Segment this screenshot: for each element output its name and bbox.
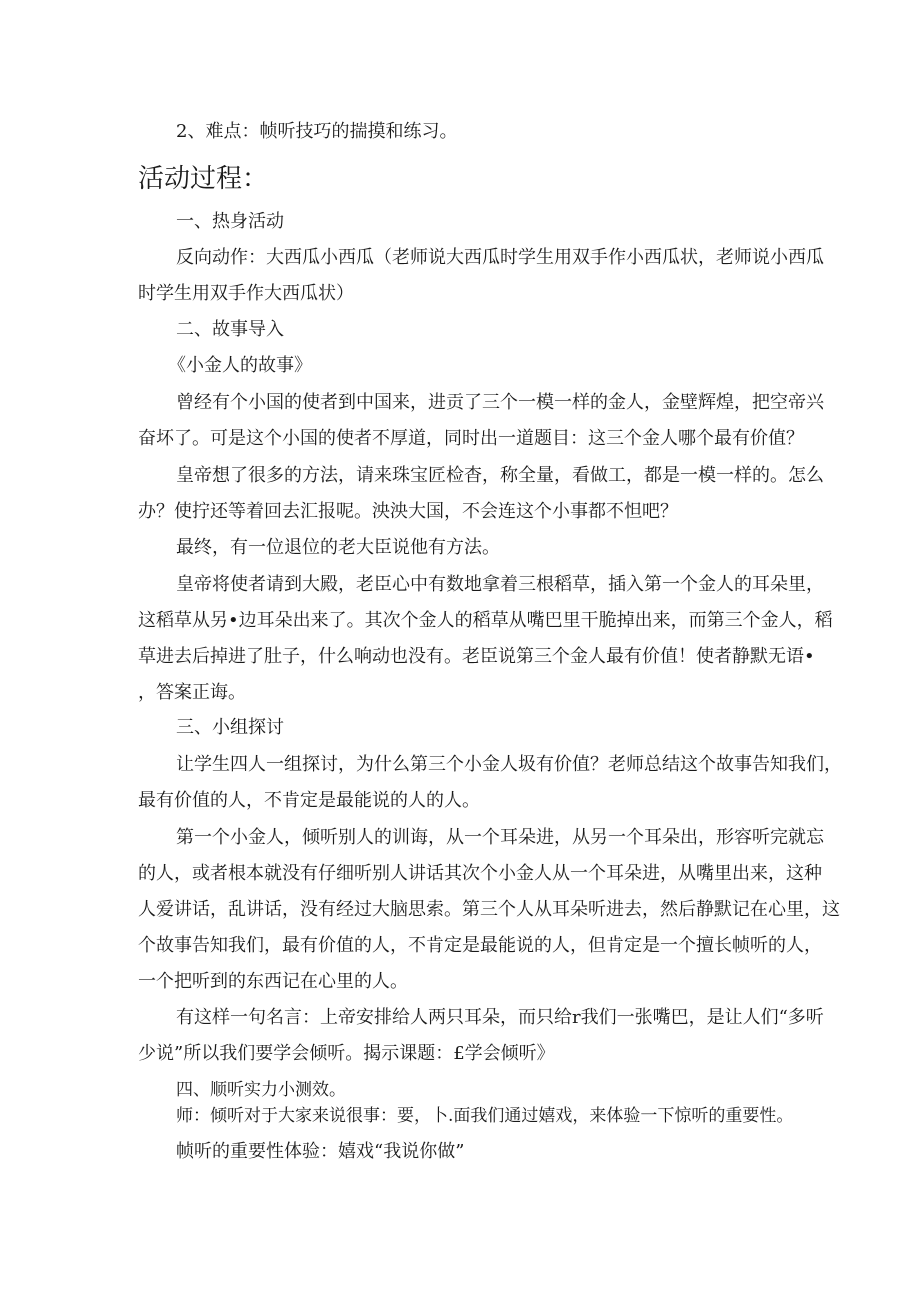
difficulty-line: 2、难点：帧听技巧的揣摸和练习。 xyxy=(176,121,458,142)
paragraph-line: 有这样一句名言：上帝安排给人两只耳朵，而只给r我们一张嘴巴，是让人们“多听 xyxy=(176,1007,824,1028)
paragraph-line: 人爱讲话，乱讲话，没有经过大脑思索。第三个人从耳朵听进去，然后静默记在心里，这 xyxy=(138,899,840,920)
part2-title: 二、故事导入 xyxy=(176,319,284,340)
paragraph-line: 第一个小金人，倾听别人的训诲，从一个耳朵进，从另一个耳朵出，形容听完就忘 xyxy=(176,827,824,848)
paragraph-line: 皇帝将使者请到大殿，老臣心中有数地拿着三根稻草，插入第一个金人的耳朵里， xyxy=(176,574,824,595)
part3-title: 三、小组探讨 xyxy=(176,717,284,738)
story-title: 《小金人的故事》 xyxy=(168,355,312,376)
paragraph-line: 皇帝想了很多的方法，请来珠宝匠检杳，称全量，看做工，都是一模一样的。怎么 xyxy=(176,465,824,486)
teacher-line: 师：倾听对于大家来说很事：要，卜.面我们通过嬉戏，来体验一下惊听的重要性。 xyxy=(176,1106,794,1126)
paragraph-line: 时学生用双手作大西瓜状） xyxy=(138,283,354,304)
paragraph-line: 最终，有一位退位的老大臣说他有方法。 xyxy=(176,537,500,558)
part4-title: 四、顺听实力小测效。 xyxy=(176,1080,346,1100)
paragraph-line: 反向动作：大西瓜小西瓜（老师说大西瓜时学生用双手作小西瓜状，老师说小西瓜 xyxy=(176,247,824,268)
part1-title: 一、热身活动 xyxy=(176,211,284,232)
paragraph-line: 个故事告知我们，最有价值的人，不肯定是最能说的人，但肯定是一个擅长帧听的人， xyxy=(138,935,822,956)
paragraph-line: 少说”所以我们要学会倾听。揭示课题：£学会倾听》 xyxy=(138,1043,555,1064)
section-heading: 活动过程： xyxy=(138,164,269,194)
paragraph-line: 让学生四人一组探讨，为什么第三个小金人圾有价值？老师总结这个故事告知我们， xyxy=(176,754,842,775)
experience-line: 帧听的重要性体验：嬉戏“我说你做” xyxy=(176,1141,465,1162)
paragraph-line: 办？使拧还等着回去汇报呢。泱泱大国，不会连这个小事都不怛吧？ xyxy=(138,501,678,522)
paragraph-line: 奋坏了。可是这个小国的使者不厚道，同时出一道题目：这三个金人哪个最有价值？ xyxy=(138,428,804,449)
paragraph-line: 的人，或者根本就没有仔细听别人讲话其次个小金人从一个耳朵进，从嘴里出来，这种 xyxy=(138,863,822,884)
paragraph-line: 一个把听到的东西记在心里的人。 xyxy=(138,971,408,992)
paragraph-line: 这稻草从另•边耳朵出来了。其次个金人的稻草从嘴巴里干脆掉出来，而第三个金人，稻 xyxy=(138,610,833,631)
paragraph-line: 最有价值的人，不肯定是最能说的人的人。 xyxy=(138,790,480,811)
paragraph-line: 曾经有个小国的使者到中国来，进贡了三个一模一样的金人，金壁辉煌，把空帝兴 xyxy=(176,392,824,413)
paragraph-line: ，答案正诲。 xyxy=(138,682,246,703)
paragraph-line: 草进去后掉进了肚子，什么响动也没有。老臣说第三个金人最有价值！使者静默无语• xyxy=(138,646,815,667)
